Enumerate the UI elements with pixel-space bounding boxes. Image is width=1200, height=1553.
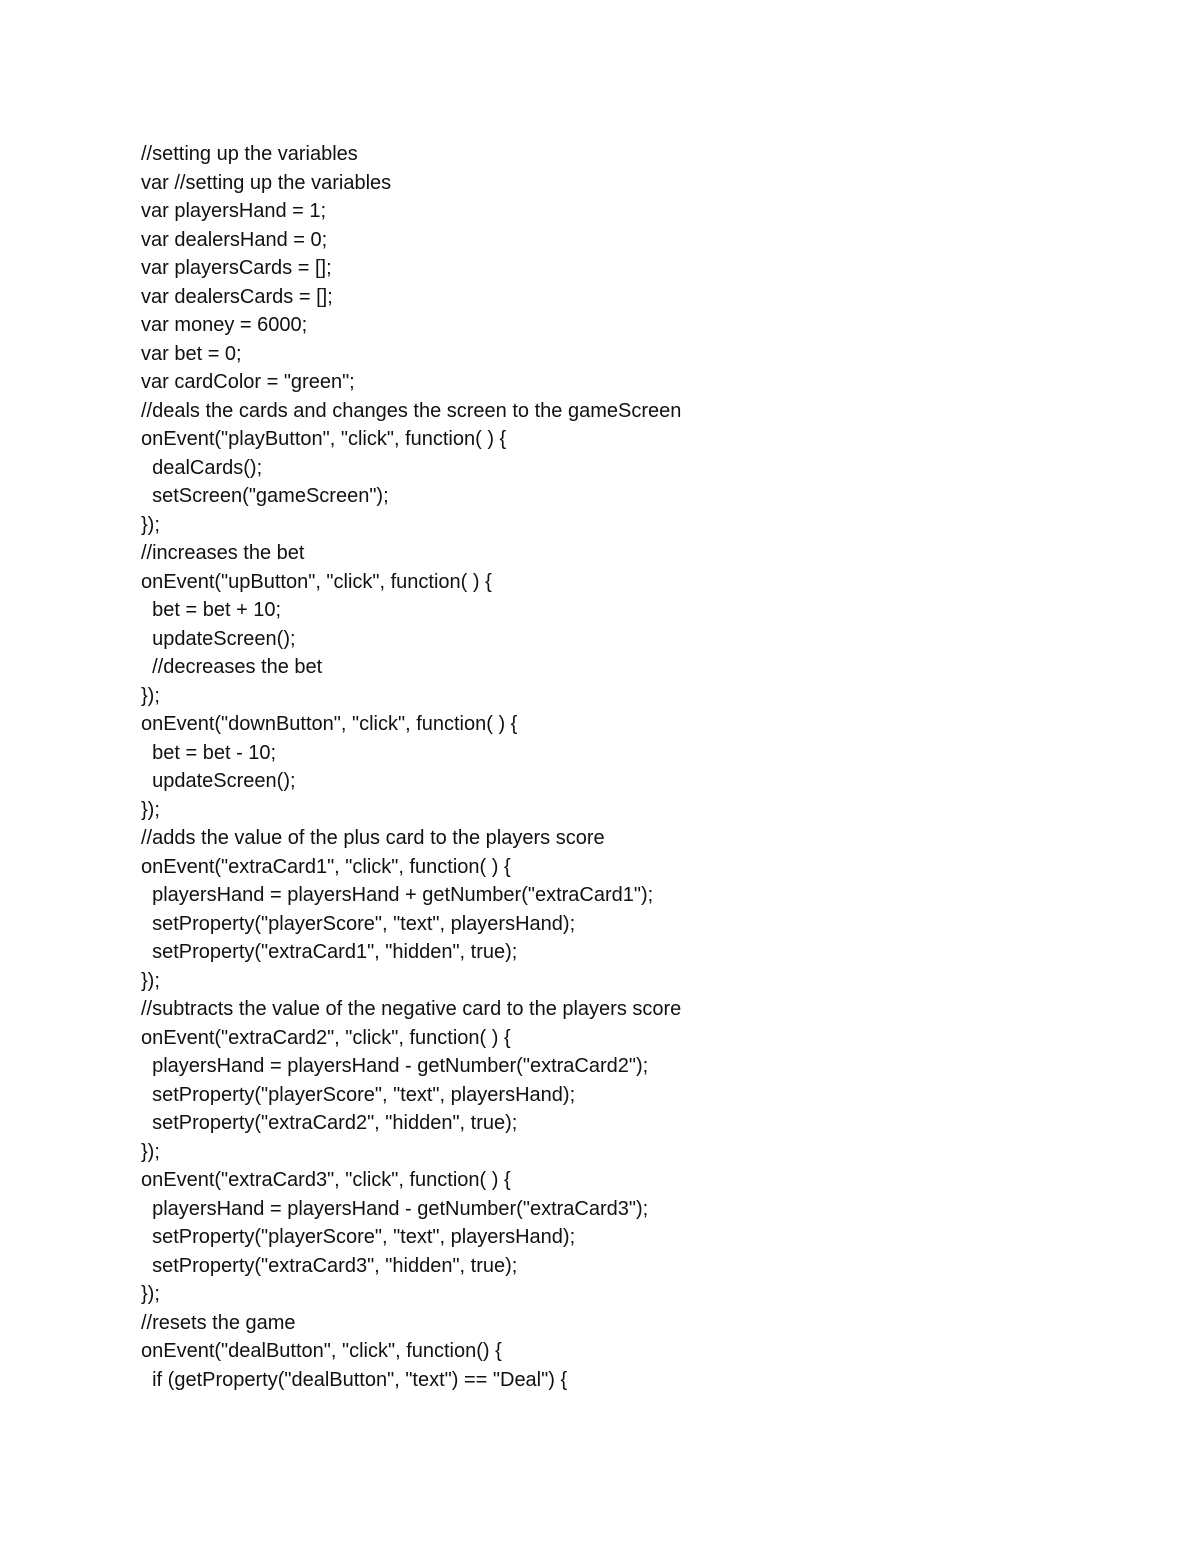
- code-line: dealCards();: [141, 456, 263, 479]
- code-line: //adds the value of the plus card to the players score: [141, 827, 605, 849]
- code-line: playersHand = playersHand - getNumber("extraCard2");: [141, 1055, 649, 1077]
- code-line: onEvent("upButton", "click", function( ) {: [141, 570, 492, 593]
- code-text-block: [141, 140, 1141, 1394]
- code-line: onEvent("playButton", "click", function( ) {: [141, 428, 507, 450]
- code-line: updateScreen();: [141, 770, 296, 792]
- code-line: var bet = 0;: [141, 342, 242, 365]
- code-line: setProperty("extraCard3", "hidden", true);: [141, 1254, 518, 1277]
- code-line: var playersCards = [];: [141, 257, 332, 279]
- code-line: });: [141, 969, 160, 992]
- code-line: playersHand = playersHand + getNumber("extraCard1");: [141, 884, 654, 906]
- code-line: var playersHand = 1;: [141, 200, 327, 222]
- code-line: setProperty("extraCard2", "hidden", true);: [141, 1112, 518, 1134]
- code-line: //subtracts the value of the negative card to the players score: [141, 998, 682, 1020]
- code-line: var dealersHand = 0;: [141, 228, 328, 251]
- code-line: bet = bet + 10;: [141, 599, 282, 621]
- code-line: var dealersCards = [];: [141, 285, 333, 308]
- code-line: setProperty("playerScore", "text", playersHand);: [141, 1083, 576, 1106]
- code-line: setScreen("gameScreen");: [141, 485, 389, 507]
- code-line: setProperty("extraCard1", "hidden", true);: [141, 941, 518, 963]
- code-line: });: [141, 798, 160, 821]
- code-line: //decreases the bet: [141, 656, 323, 678]
- code-line: playersHand = playersHand - getNumber("extraCard3");: [141, 1197, 649, 1220]
- code-line: //resets the game: [141, 1311, 296, 1334]
- code-line: //deals the cards and changes the screen to the gameScreen: [141, 399, 682, 422]
- code-line: });: [141, 513, 160, 536]
- code-line: });: [141, 1140, 160, 1163]
- code-line: var money = 6000;: [141, 314, 308, 336]
- code-line: onEvent("dealButton", "click", function() {: [141, 1340, 502, 1362]
- code-line: var cardColor = "green";: [141, 371, 355, 393]
- code-line: onEvent("extraCard2", "click", function( ) {: [141, 1026, 511, 1049]
- code-line: var //setting up the variables: [141, 171, 392, 194]
- code-line: bet = bet - 10;: [141, 741, 277, 764]
- code-line: });: [141, 684, 160, 707]
- code-line: onEvent("extraCard3", "click", function( ) {: [141, 1169, 511, 1191]
- code-line: onEvent("extraCard1", "click", function( ) {: [141, 855, 511, 878]
- code-line: if (getProperty("dealButton", "text") == "Deal") {: [141, 1368, 568, 1391]
- code-line: onEvent("downButton", "click", function( ) {: [141, 713, 518, 735]
- code-line: //setting up the variables: [141, 143, 358, 165]
- code-line: });: [141, 1283, 160, 1305]
- code-line: //increases the bet: [141, 542, 305, 564]
- code-line: setProperty("playerScore", "text", playersHand);: [141, 912, 576, 935]
- code-line: setProperty("playerScore", "text", playersHand);: [141, 1226, 576, 1248]
- code-line: updateScreen();: [141, 627, 296, 650]
